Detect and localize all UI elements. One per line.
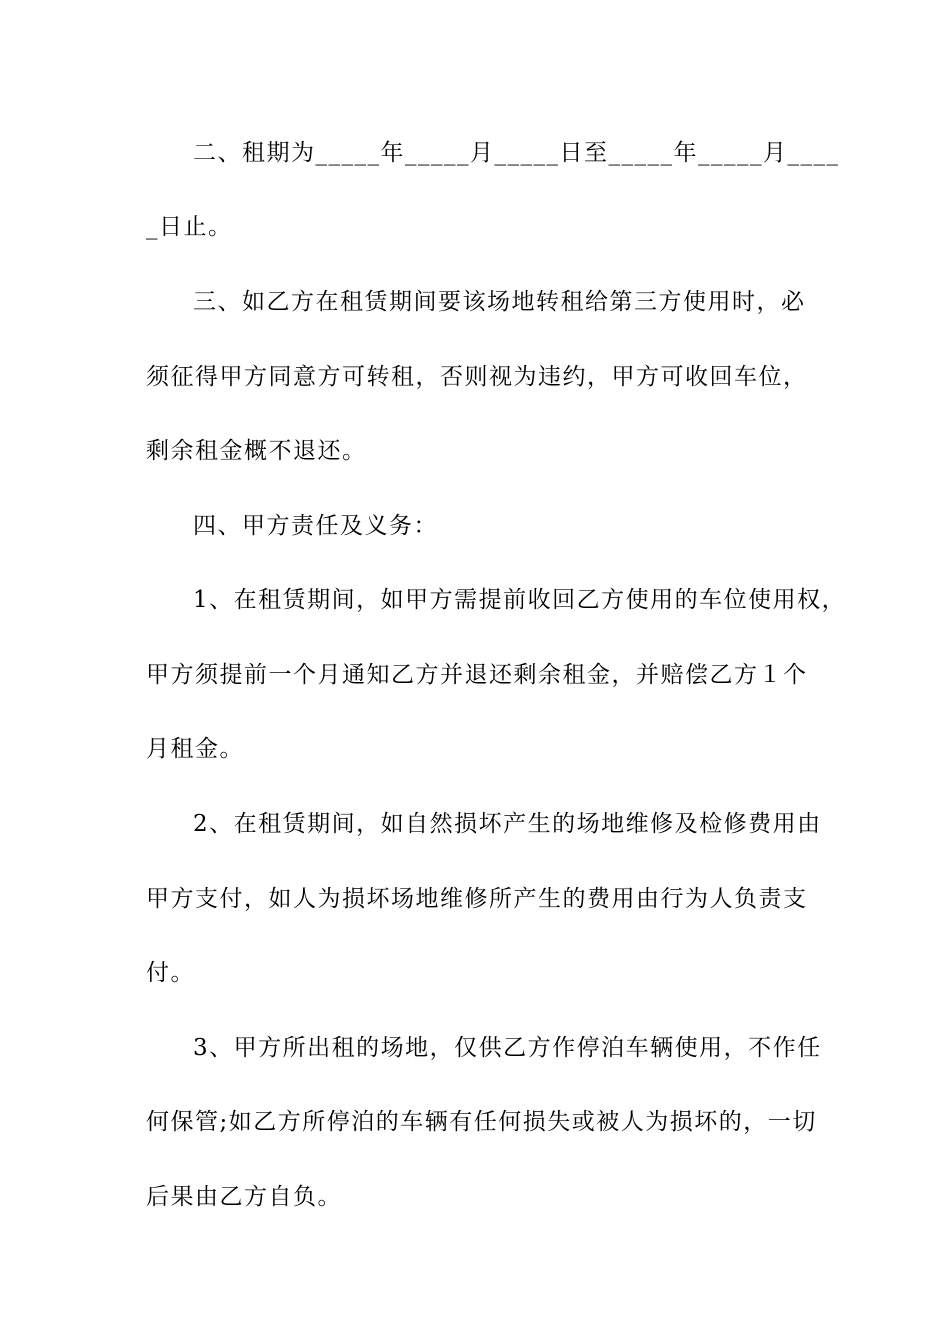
item-3-line-1: 3、甲方所出租的场地，仅供乙方作停泊车辆使用，不作任 xyxy=(193,1035,822,1061)
item-1-line-2: 甲方须提前一个月通知乙方并退还剩余租金，并赔偿乙方１个 xyxy=(146,662,808,688)
item-1-line-1: 1、在租赁期间，如甲方需提前收回乙方使用的车位使用权， xyxy=(193,587,847,613)
clause-3-line-1: 三、如乙方在租赁期间要该场地转租给第三方使用时，必 xyxy=(193,289,806,315)
section-4-heading: 四、甲方责任及义务： xyxy=(193,513,438,539)
item-1-line-3: 月租金。 xyxy=(146,736,244,762)
item-2-line-3: 付。 xyxy=(146,960,195,986)
clause-3-line-3: 剩余租金概不退还。 xyxy=(146,438,367,464)
clause-2-line-2: _日止。 xyxy=(146,214,233,240)
item-3-line-2: 何保管;如乙方所停泊的车辆有任何损失或被人为损坏的，一切 xyxy=(146,1109,817,1135)
item-2-line-1: 2、在租赁期间，如自然损坏产生的场地维修及检修费用由 xyxy=(193,811,822,837)
item-2-line-2: 甲方支付，如人为损坏场地维修所产生的费用由行为人负责支 xyxy=(146,886,808,912)
item-3-line-3: 后果由乙方自负。 xyxy=(146,1184,342,1210)
clause-3-line-2: 须征得甲方同意方可转租，否则视为违约，甲方可收回车位， xyxy=(146,364,808,390)
clause-2-line-1: 二、租期为_____年_____月_____日至_____年_____月____ xyxy=(193,140,840,166)
